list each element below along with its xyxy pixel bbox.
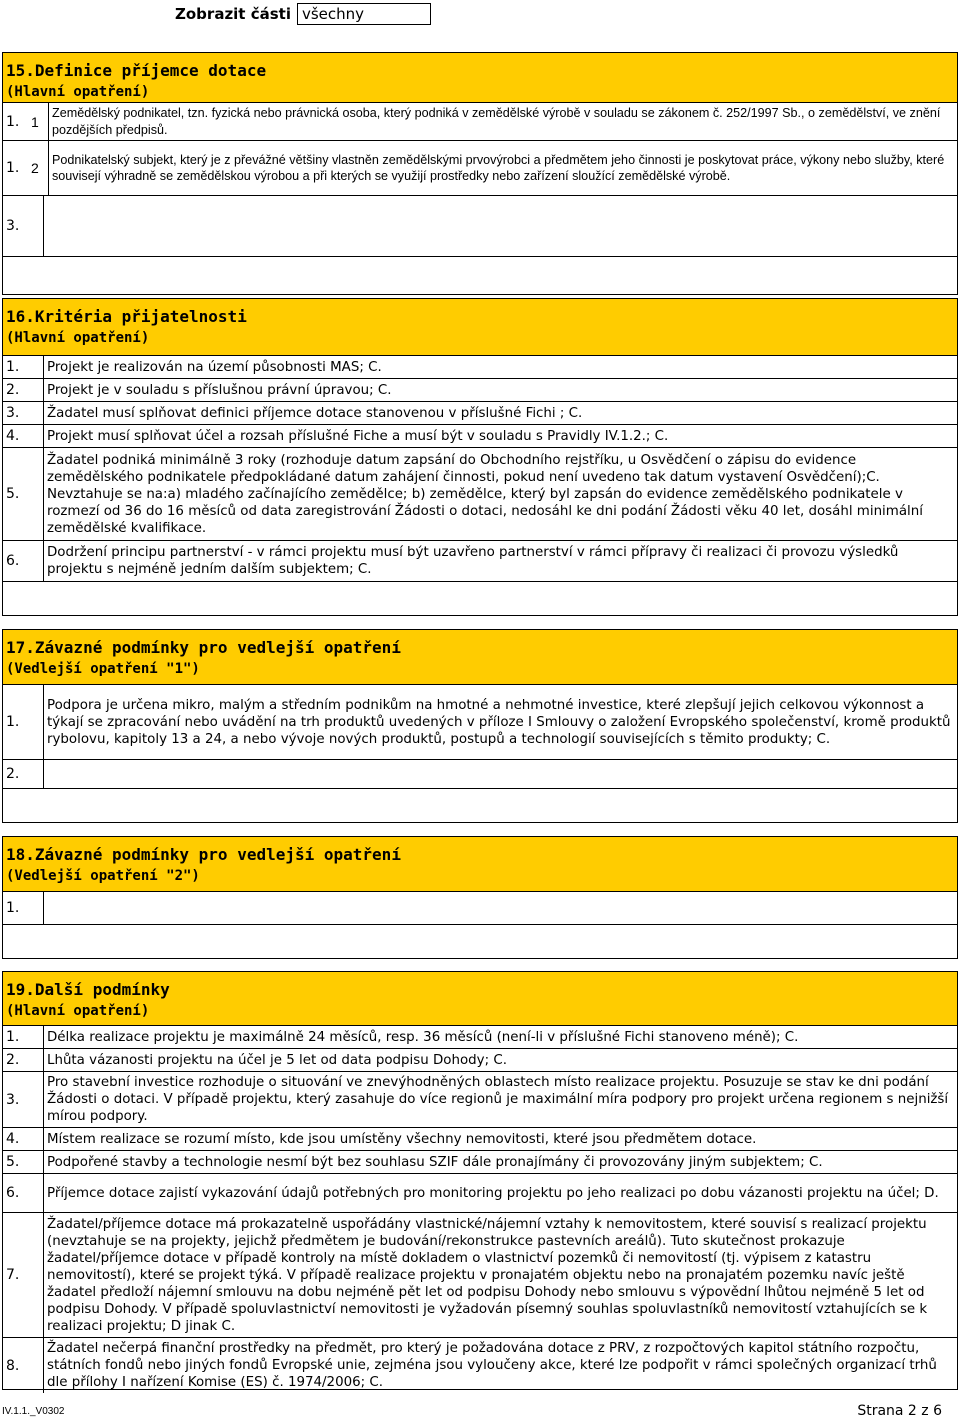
row-text: Projekt je v souladu s příslušnou právní úpravou; C. xyxy=(43,379,957,401)
row-text: Podnikatelský subjekt, který je z převážné většiny vlastněn zemědělskými prvovýrobci a předmětem jeho činnosti je poskytovat práce, výkony nebo služby, které souvisejí výhradně se zemědělskou výrobou a při kterých se využijí prostředky nebo zařízení sloužící zemědělské výrobě. xyxy=(48,141,957,195)
row-text xyxy=(43,892,957,924)
section-title: 15.Definice příjemce dotace xyxy=(6,61,267,80)
table-row xyxy=(3,1127,957,1150)
section-spacer xyxy=(3,788,957,823)
table-row xyxy=(3,140,957,195)
section-subtitle: (Vedlejší opatření "2") xyxy=(6,868,200,884)
section-header xyxy=(3,53,957,102)
section-16 xyxy=(2,298,958,616)
section-spacer xyxy=(3,581,957,616)
table-row xyxy=(3,1025,957,1048)
row-subnumber: 2 xyxy=(31,160,39,176)
row-text xyxy=(43,760,957,788)
row-number: 6. xyxy=(6,1185,20,1201)
section-header xyxy=(3,972,957,1025)
row-text: Příjemce dotace zajistí vykazování údajů potřebných pro monitoring projektu po jeho realizaci po dobu vázanosti projektu na účel; D. xyxy=(43,1174,957,1212)
row-text: Místem realizace se rozumí místo, kde jsou umístěny všechny nemovitosti, které jsou předmětem dotace. xyxy=(43,1128,957,1150)
section-subtitle: (Hlavní opatření) xyxy=(6,330,150,346)
section-title: 16.Kritéria přijatelnosti xyxy=(6,307,247,326)
row-subnumber: 1 xyxy=(31,113,39,130)
form-code: IV.1.1._V0302 xyxy=(2,1406,65,1417)
table-row xyxy=(3,1212,957,1337)
row-number: 2. xyxy=(6,766,20,782)
section-header xyxy=(3,837,957,891)
row-text: Pro stavební investice rozhoduje o situování ve znevýhodněných oblastech místo realizace projektu. Posuzuje se stav ke dni podání Žádosti o dotaci. V případě projektu, který zasahuje do více regionů je maximální míra podpory pro projekt určena regionem s nejnižší mírou podpory. xyxy=(43,1072,957,1127)
section-subtitle: (Hlavní opatření) xyxy=(6,1003,150,1019)
row-number: 3. xyxy=(6,405,20,421)
row-number: 2. xyxy=(6,1052,20,1068)
row-number: 1. xyxy=(6,359,20,375)
row-text: Žadatel podniká minimálně 3 roky (rozhoduje datum zapsání do Obchodního rejstříku, u Osvědčení o zápisu do evidence zemědělského podnikatele předpokládané datum zahájení činnosti, pokud není uvedeno tak datum vystavení Osvědčení);C. Nevztahuje se na:a) mladého začínajícího zemědělce; b) zemědělce, který byl zapsán do evidence zemědělského podnikatele v rozmezí od 36 do 16 měsíců od data zaregistrování Žádosti o dotaci, nedosáhl ke dni podání Žádosti věku 40 let, dosáhl minimální zemědělské kvalifikace. xyxy=(43,448,957,540)
row-number: 3. xyxy=(6,1091,20,1108)
row-number: 1. xyxy=(6,1029,20,1045)
row-text: Lhůta vázanosti projektu na účel je 5 let od data podpisu Dohody; C. xyxy=(43,1049,957,1071)
row-number: 1. xyxy=(6,160,20,176)
filter-label: Zobrazit části xyxy=(175,5,291,23)
section-15 xyxy=(2,52,958,295)
table-row xyxy=(3,540,957,581)
row-number: 7. xyxy=(6,1267,20,1283)
section-17 xyxy=(2,629,958,823)
row-number: 5. xyxy=(6,486,20,502)
row-text: Projekt je realizován na území působnosti MAS; C. xyxy=(43,356,957,378)
table-row xyxy=(3,1150,957,1173)
row-number: 5. xyxy=(6,1154,20,1170)
section-header xyxy=(3,630,957,684)
section-spacer xyxy=(3,256,957,296)
table-row xyxy=(3,1337,957,1393)
table-row xyxy=(3,424,957,447)
row-text: Projekt musí splňovat účel a rozsah příslušné Fiche a musí být v souladu s Pravidly IV.1.2.; C. xyxy=(43,425,957,447)
section-spacer xyxy=(3,924,957,958)
row-text: Podpora je určena mikro, malým a středním podnikům na hmotné a nehmotné investice, které zlepšují jejich celkovou výkonnost a týkají se zpracování nebo uvádění na trh produktů uvedených v příloze I Smlouvy o založení Evropského společenství, kromě produktů rybolovu, kapitoly 13 a 24, a nebo vývoje nových produktů, postupů a technologií souvisejících s těmito produkty; C. xyxy=(43,685,957,759)
section-title: 18.Závazné podmínky pro vedlejší opatření xyxy=(6,845,401,864)
table-row xyxy=(3,447,957,540)
row-text: Zemědělský podnikatel, tzn. fyzická nebo právnická osoba, který podniká v zemědělské výrobě v souladu se zákonem č. 252/1997 Sb., o zemědělství, ve znění pozdějších předpisů. xyxy=(48,103,957,140)
table-row xyxy=(3,195,957,256)
table-row xyxy=(3,684,957,759)
row-text: Délka realizace projektu je maximálně 24 měsíců, resp. 36 měsíců (není-li v příslušné Fichi stanoveno méně); C. xyxy=(43,1026,957,1048)
row-number: 1. xyxy=(6,113,20,130)
table-row xyxy=(3,891,957,924)
filter-bar xyxy=(175,2,431,26)
row-text: Podpořené stavby a technologie nesmí být bez souhlasu SZIF dále pronajímány či provozovány jiným subjektem; C. xyxy=(43,1151,957,1173)
row-text: Žadatel/příjemce dotace má prokazatelně uspořádány vlastnické/nájemní vztahy k nemovitostem, které souvisí s realizací projektu (nevztahuje se na projekty, jejichž předmětem je budování/rekonstrukce pastevních areálů). Tuto skutečnost prokazuje žadatel/příjemce dotace v případě kontroly na místě dokladem o vlastnictví pozemků či nemovitostí (tj. výpisem z katastru nemovitostí), které se projekt týká. V případě realizace projektu v pronajatém objektu nebo na pronajatém pozemku navíc ještě žadatel předloží nájemní smlouvu na dobu nejméně pět let od podpisu Dohody nebo smlouvu s výpovědní lhůtou nejméně 5 let od podpisu Dohody. V případě spoluvlastnictví nemovitosti je vyžadován písemný souhlas spoluvlastníků nemovitostí vztahujících se k realizaci projektu; D jinak C. xyxy=(43,1213,957,1337)
table-row xyxy=(3,378,957,401)
section-subtitle: (Hlavní opatření) xyxy=(6,84,150,100)
row-number: 8. xyxy=(6,1357,20,1374)
row-text: Žadatel musí splňovat definici příjemce dotace stanovenou v příslušné Fichi ; C. xyxy=(43,402,957,424)
row-number: 4. xyxy=(6,1131,20,1147)
row-number: 4. xyxy=(6,428,20,444)
table-row xyxy=(3,759,957,788)
row-number: 1. xyxy=(6,900,20,916)
table-row xyxy=(3,355,957,378)
section-19 xyxy=(2,971,958,1390)
row-text: Dodržení principu partnerství - v rámci projektu musí být uzavřeno partnerství v rámci přípravy či realizaci či provozu výsledků projektu s nejméně jedním dalším subjektem; C. xyxy=(43,541,957,581)
table-row xyxy=(3,1173,957,1212)
row-text xyxy=(43,196,957,256)
section-title: 19.Další podmínky xyxy=(6,980,170,999)
table-row xyxy=(3,102,957,140)
row-number: 1. xyxy=(6,714,20,730)
row-number: 6. xyxy=(6,553,20,569)
row-number: 2. xyxy=(6,382,20,398)
page-number: Strana 2 z 6 xyxy=(857,1403,942,1419)
section-18 xyxy=(2,836,958,959)
row-text: Žadatel nečerpá finanční prostředky na předmět, pro který je požadována dotace z PRV, z rozpočtových kapitol státního rozpočtu, státních fondů nebo jiných fondů Evropské unie, zejména jsou vyloučeny akce, které lze podpořit v rámci společných organizací trhů dle přílohy I nařízení Komise (ES) č. 1974/2006; C. xyxy=(43,1338,957,1393)
table-row xyxy=(3,401,957,424)
section-title: 17.Závazné podmínky pro vedlejší opatření xyxy=(6,638,401,657)
table-row xyxy=(3,1048,957,1071)
row-number: 3. xyxy=(6,218,20,234)
filter-select[interactable]: všechny xyxy=(297,3,431,25)
table-row xyxy=(3,1071,957,1127)
section-header xyxy=(3,299,957,355)
section-subtitle: (Vedlejší opatření "1") xyxy=(6,661,200,677)
